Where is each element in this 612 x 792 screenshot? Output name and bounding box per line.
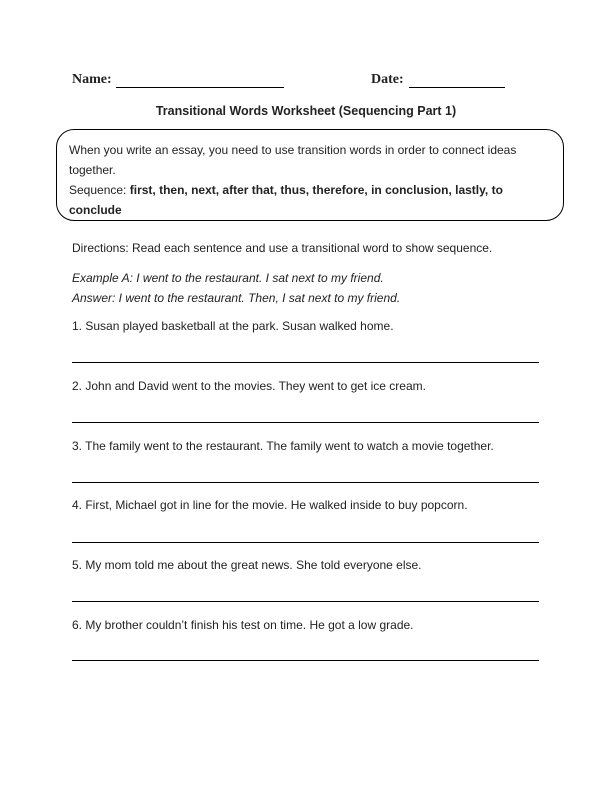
question-6: 6. My brother couldn’t finish his test on time. He got a low grade. bbox=[72, 618, 414, 632]
intro-box bbox=[56, 129, 564, 221]
date-field[interactable] bbox=[409, 87, 505, 88]
intro-line-2: together. bbox=[69, 163, 116, 177]
example-prompt: Example A: I went to the restaurant. I sat next to my friend. bbox=[72, 271, 384, 285]
question-2: 2. John and David went to the movies. They went to get ice cream. bbox=[72, 379, 426, 393]
question-5: 5. My mom told me about the great news. She told everyone else. bbox=[72, 558, 422, 572]
date-label: Date: bbox=[371, 72, 404, 87]
sequence-label: Sequence: bbox=[69, 183, 127, 197]
name-field[interactable] bbox=[116, 87, 284, 88]
answer-line-1[interactable] bbox=[72, 362, 539, 363]
question-1: 1. Susan played basketball at the park. Susan walked home. bbox=[72, 319, 394, 333]
sequence-words-continued: conclude bbox=[69, 203, 122, 217]
sequence-line bbox=[69, 180, 551, 200]
answer-line-2[interactable] bbox=[72, 422, 539, 423]
sequence-words: first, then, next, after that, thus, therefore, in conclusion, lastly, to bbox=[129, 183, 503, 197]
example-answer: Answer: I went to the restaurant. Then, I sat next to my friend. bbox=[72, 291, 401, 305]
name-label: Name: bbox=[72, 72, 112, 87]
question-3: 3. The family went to the restaurant. The family went to watch a movie together. bbox=[72, 439, 494, 453]
answer-line-4[interactable] bbox=[72, 542, 539, 543]
answer-line-5[interactable] bbox=[72, 601, 539, 602]
worksheet-title: Transitional Words Worksheet (Sequencing Part 1) bbox=[155, 104, 457, 118]
intro-line-1: When you write an essay, you need to use transition words in order to connect ideas bbox=[69, 143, 517, 157]
answer-line-6[interactable] bbox=[72, 660, 539, 661]
header-row bbox=[72, 72, 540, 92]
directions: Directions: Read each sentence and use a transitional word to show sequence. bbox=[72, 241, 493, 255]
question-4: 4. First, Michael got in line for the movie. He walked inside to buy popcorn. bbox=[72, 498, 468, 512]
answer-line-3[interactable] bbox=[72, 482, 539, 483]
